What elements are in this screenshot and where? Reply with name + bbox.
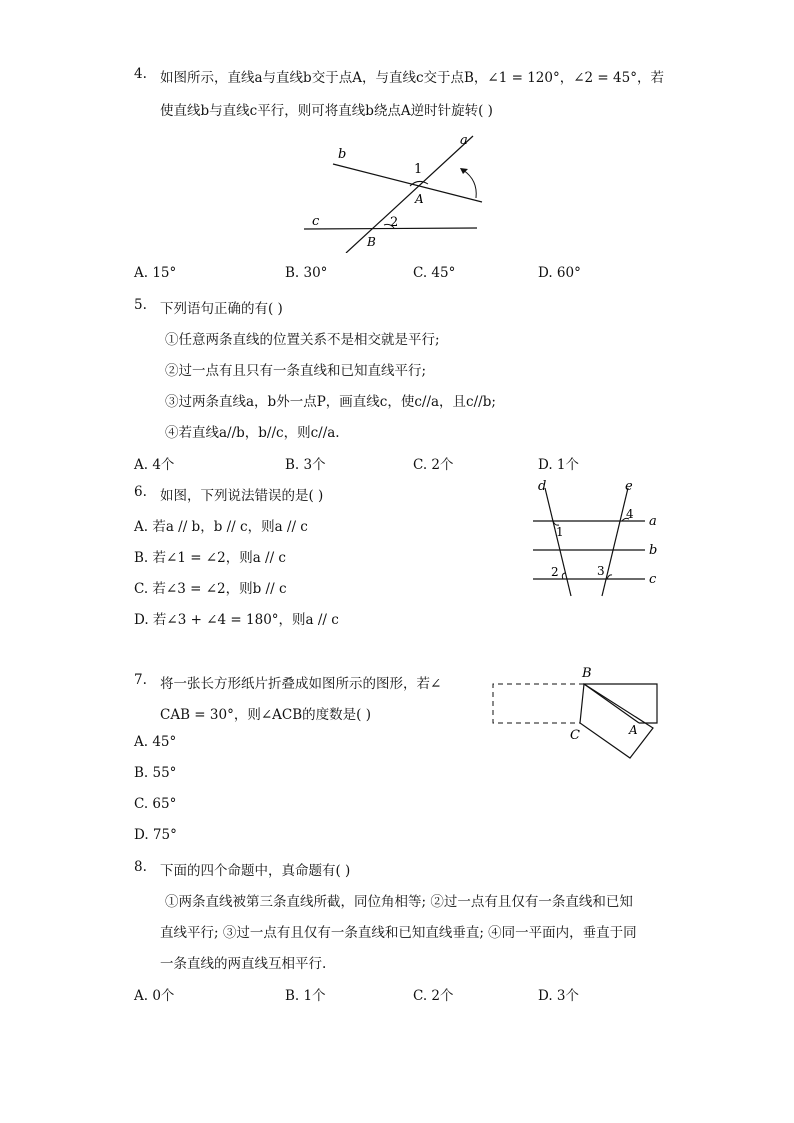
rotation-arrow-arc	[463, 170, 476, 198]
q6-number: 6.	[134, 484, 147, 500]
fig4-label-b: b	[338, 147, 347, 162]
fig4-label-a: a	[460, 133, 468, 148]
q4-stem-line2: 使直线b与直线c平行，则可将直线b绕点A逆时针旋转( )	[160, 103, 493, 119]
q8-number: 8.	[134, 859, 147, 875]
fig6-label-c: c	[649, 572, 657, 587]
q6-option-c: C. 若∠3 = ∠2，则b // c	[134, 581, 287, 597]
q5-item-3: ③过两条直线a，b外一点P，画直线c，使c//a，且c//b;	[165, 394, 496, 410]
fig7-rectangle-right	[584, 684, 657, 723]
fig6-label-4: 4	[626, 507, 634, 521]
q4-number: 4.	[134, 66, 147, 82]
q4-option-a: A. 15°	[134, 265, 177, 281]
q6-stem: 如图，下列说法错误的是( )	[160, 488, 324, 504]
fig6-label-1: 1	[556, 525, 564, 539]
q7-option-c: C. 65°	[134, 796, 177, 812]
fig7-point-C: C	[570, 728, 580, 743]
fig6-angle-3-arc	[607, 575, 612, 579]
q7-number: 7.	[134, 672, 147, 688]
q7-stem-line1: 将一张长方形纸片折叠成如图所示的图形，若∠	[160, 676, 442, 692]
q4-option-d: D. 60°	[538, 265, 581, 281]
q4-stem-line1: 如图所示，直线a与直线b交于点A，与直线c交于点B，∠1 = 120°，∠2 = 45°，若	[160, 70, 664, 86]
fig7-point-A: A	[629, 723, 638, 737]
fig7-dashed-original	[493, 684, 584, 723]
q5-option-b: B. 3个	[285, 457, 326, 473]
fig4-label-c: c	[312, 214, 320, 229]
q7-stem-line2: CAB = 30°，则∠ACB的度数是( )	[160, 707, 371, 723]
fig6-label-b: b	[649, 543, 658, 558]
fig4-point-A: A	[415, 192, 424, 206]
fig7-point-B: B	[582, 666, 592, 681]
fig4-label-1: 1	[414, 162, 423, 177]
q5-item-2: ②过一点有且只有一条直线和已知直线平行;	[165, 363, 427, 379]
q5-item-4: ④若直线a//b，b//c，则c//a.	[165, 425, 340, 441]
fig7-folded-part	[580, 684, 653, 758]
fig4-label-2: 2	[390, 215, 399, 230]
q5-stem: 下列语句正确的有( )	[160, 301, 283, 317]
fig6-line-e	[602, 488, 628, 596]
fig6-label-e: e	[625, 479, 633, 494]
q7-option-d: D. 75°	[134, 827, 177, 843]
q4-figure	[300, 128, 500, 253]
q6-figure	[525, 478, 665, 600]
q8-option-c: C. 2个	[413, 988, 454, 1004]
q7-figure	[488, 662, 663, 764]
fig6-angle-2-arc	[562, 573, 565, 579]
fig4-point-B: B	[367, 235, 376, 249]
q8-option-a: A. 0个	[134, 988, 175, 1004]
fig6-label-2: 2	[551, 565, 559, 579]
q8-body-line3: 一条直线的两直线互相平行.	[160, 956, 327, 972]
fig6-label-a: a	[649, 514, 657, 529]
q8-body-line1: ①两条直线被第三条直线所截，同位角相等; ②过一点有且仅有一条直线和已知	[165, 894, 633, 910]
q4-option-b: B. 30°	[285, 265, 328, 281]
q8-body-line2: 直线平行; ③过一点有且仅有一条直线和已知直线垂直; ④同一平面内，垂直于同	[160, 925, 637, 941]
fig7-crease-BA	[584, 684, 639, 723]
q8-stem: 下面的四个命题中，真命题有( )	[160, 863, 351, 879]
q7-option-b: B. 55°	[134, 765, 177, 781]
q6-option-d: D. 若∠3 + ∠4 = 180°，则a // c	[134, 612, 339, 628]
fig6-label-3: 3	[597, 564, 605, 578]
q5-option-c: C. 2个	[413, 457, 454, 473]
q5-number: 5.	[134, 297, 147, 313]
q8-option-b: B. 1个	[285, 988, 326, 1004]
q4-option-c: C. 45°	[413, 265, 456, 281]
q5-option-d: D. 1个	[538, 457, 580, 473]
q5-option-a: A. 4个	[134, 457, 175, 473]
q8-option-d: D. 3个	[538, 988, 580, 1004]
q6-option-b: B. 若∠1 = ∠2，则a // c	[134, 550, 286, 566]
q6-option-a: A. 若a // b，b // c，则a // c	[134, 519, 308, 535]
q7-option-a: A. 45°	[134, 734, 177, 750]
fig6-line-d	[545, 488, 571, 596]
q5-item-1: ①任意两条直线的位置关系不是相交就是平行;	[165, 332, 440, 348]
fig6-label-d: d	[538, 479, 547, 494]
